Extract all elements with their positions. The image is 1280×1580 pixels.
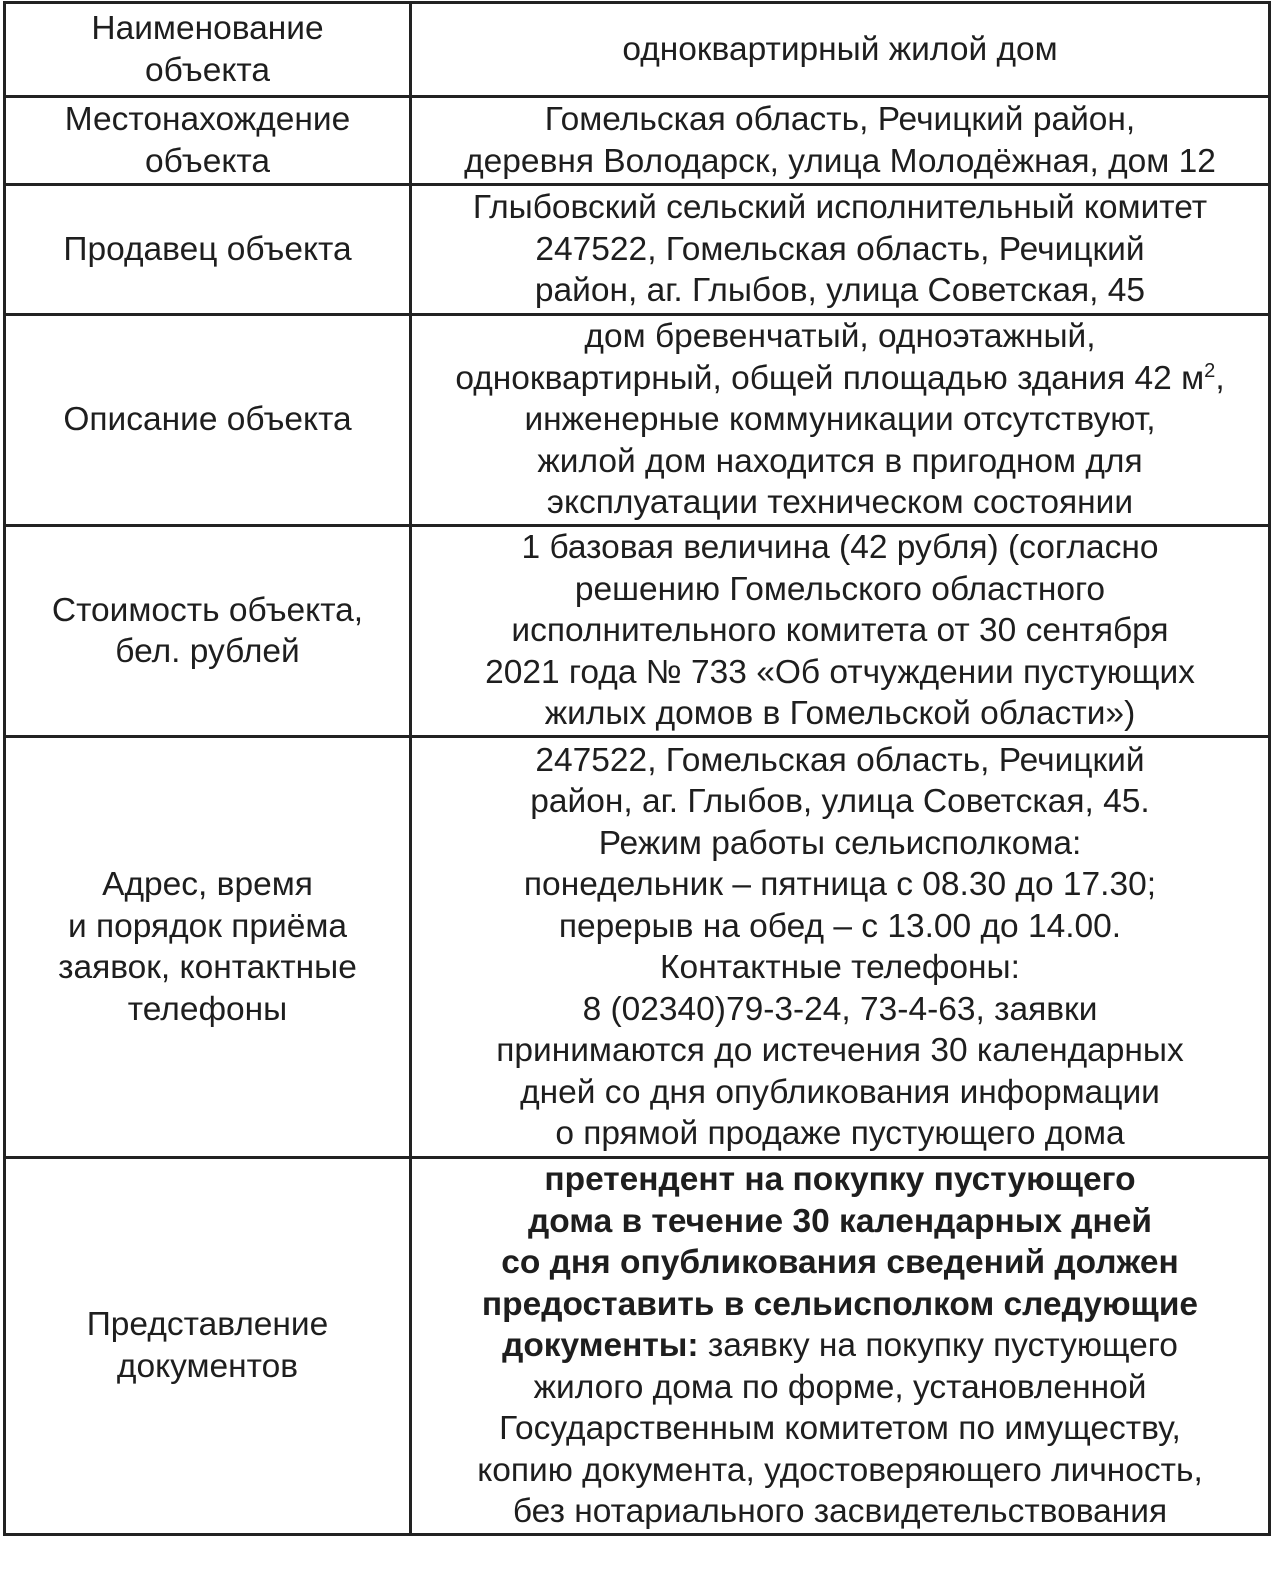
- row-label-address-contacts: Адрес, время и порядок приёма заявок, контактные телефоны: [5, 737, 411, 1158]
- table-row: [5, 3, 1270, 97]
- table-row: [5, 97, 1270, 185]
- row-label-object-price: Стоимость объекта, бел. рублей: [5, 526, 411, 737]
- documents-mixed-line: документы: заявку на покупку пустующего: [502, 1327, 1178, 1364]
- row-value-object-name: одноквартирный жилой дом: [411, 3, 1270, 97]
- table-row: [5, 315, 1270, 526]
- table-row: [5, 185, 1270, 315]
- row-value-address-contacts: 247522, Гомельская область, Речицкий район, аг. Глыбов, улица Советская, 45. Режим работы сельисполкома: понедельник – пятница с 08.30 до 17.30; перерыв на обед – с 13.00 до 14.00. Контактные телефоны: 8 (02340)79-3-24, 73-4-63, заявки принимаются до истечения 30 календарных дней со дня опубликования информации о прямой продаже пустующего дома: [411, 737, 1270, 1158]
- row-value-object-price: 1 базовая величина (42 рубля) (согласно решению Гомельского областного исполнительного комитета от 30 сентября 2021 года № 733 «Об отчуждении пустующих жилых домов в Гомельской области»): [411, 526, 1270, 737]
- row-value-seller: Глыбовский сельский исполнительный комитет 247522, Гомельская область, Речицкий район, аг. Глыбов, улица Советская, 45: [411, 185, 1270, 315]
- table-row: [5, 737, 1270, 1158]
- property-sale-table-container: [3, 1, 1271, 1536]
- property-sale-table: [3, 1, 1271, 1536]
- superscript-2: 2: [1204, 359, 1216, 382]
- row-label-object-location: Местонахождение объекта: [5, 97, 411, 185]
- row-value-documents: претендент на покупку пустующего дома в течение 30 календарных дней со дня опубликования сведений должен предоставить в сельисполком следующие документы: заявку на покупку пустующего жилого дома по форме, установленной Государственным комитетом по имуществу, копию документа, удостоверяющего личность, без нотариального засвидетельствования: [411, 1158, 1270, 1535]
- row-value-object-description: дом бревенчатый, одноэтажный, одноквартирный, общей площадью здания 42 $м^2$, инженерные коммуникации отсутствуют, жилой дом находится в пригодном для эксплуатации техническом состоянии: [411, 315, 1270, 526]
- area-line: одноквартирный, общей площадью здания 42 $м^2$,: [455, 359, 1225, 397]
- table-row: [5, 1158, 1270, 1535]
- table-row: [5, 526, 1270, 737]
- row-label-documents: Представление документов: [5, 1158, 411, 1535]
- row-value-object-location: Гомельская область, Речицкий район, деревня Володарск, улица Молодёжная, дом 12: [411, 97, 1270, 185]
- row-label-object-name: Наименование объекта: [5, 3, 411, 97]
- row-label-object-description: Описание объекта: [5, 315, 411, 526]
- row-label-seller: Продавец объекта: [5, 185, 411, 315]
